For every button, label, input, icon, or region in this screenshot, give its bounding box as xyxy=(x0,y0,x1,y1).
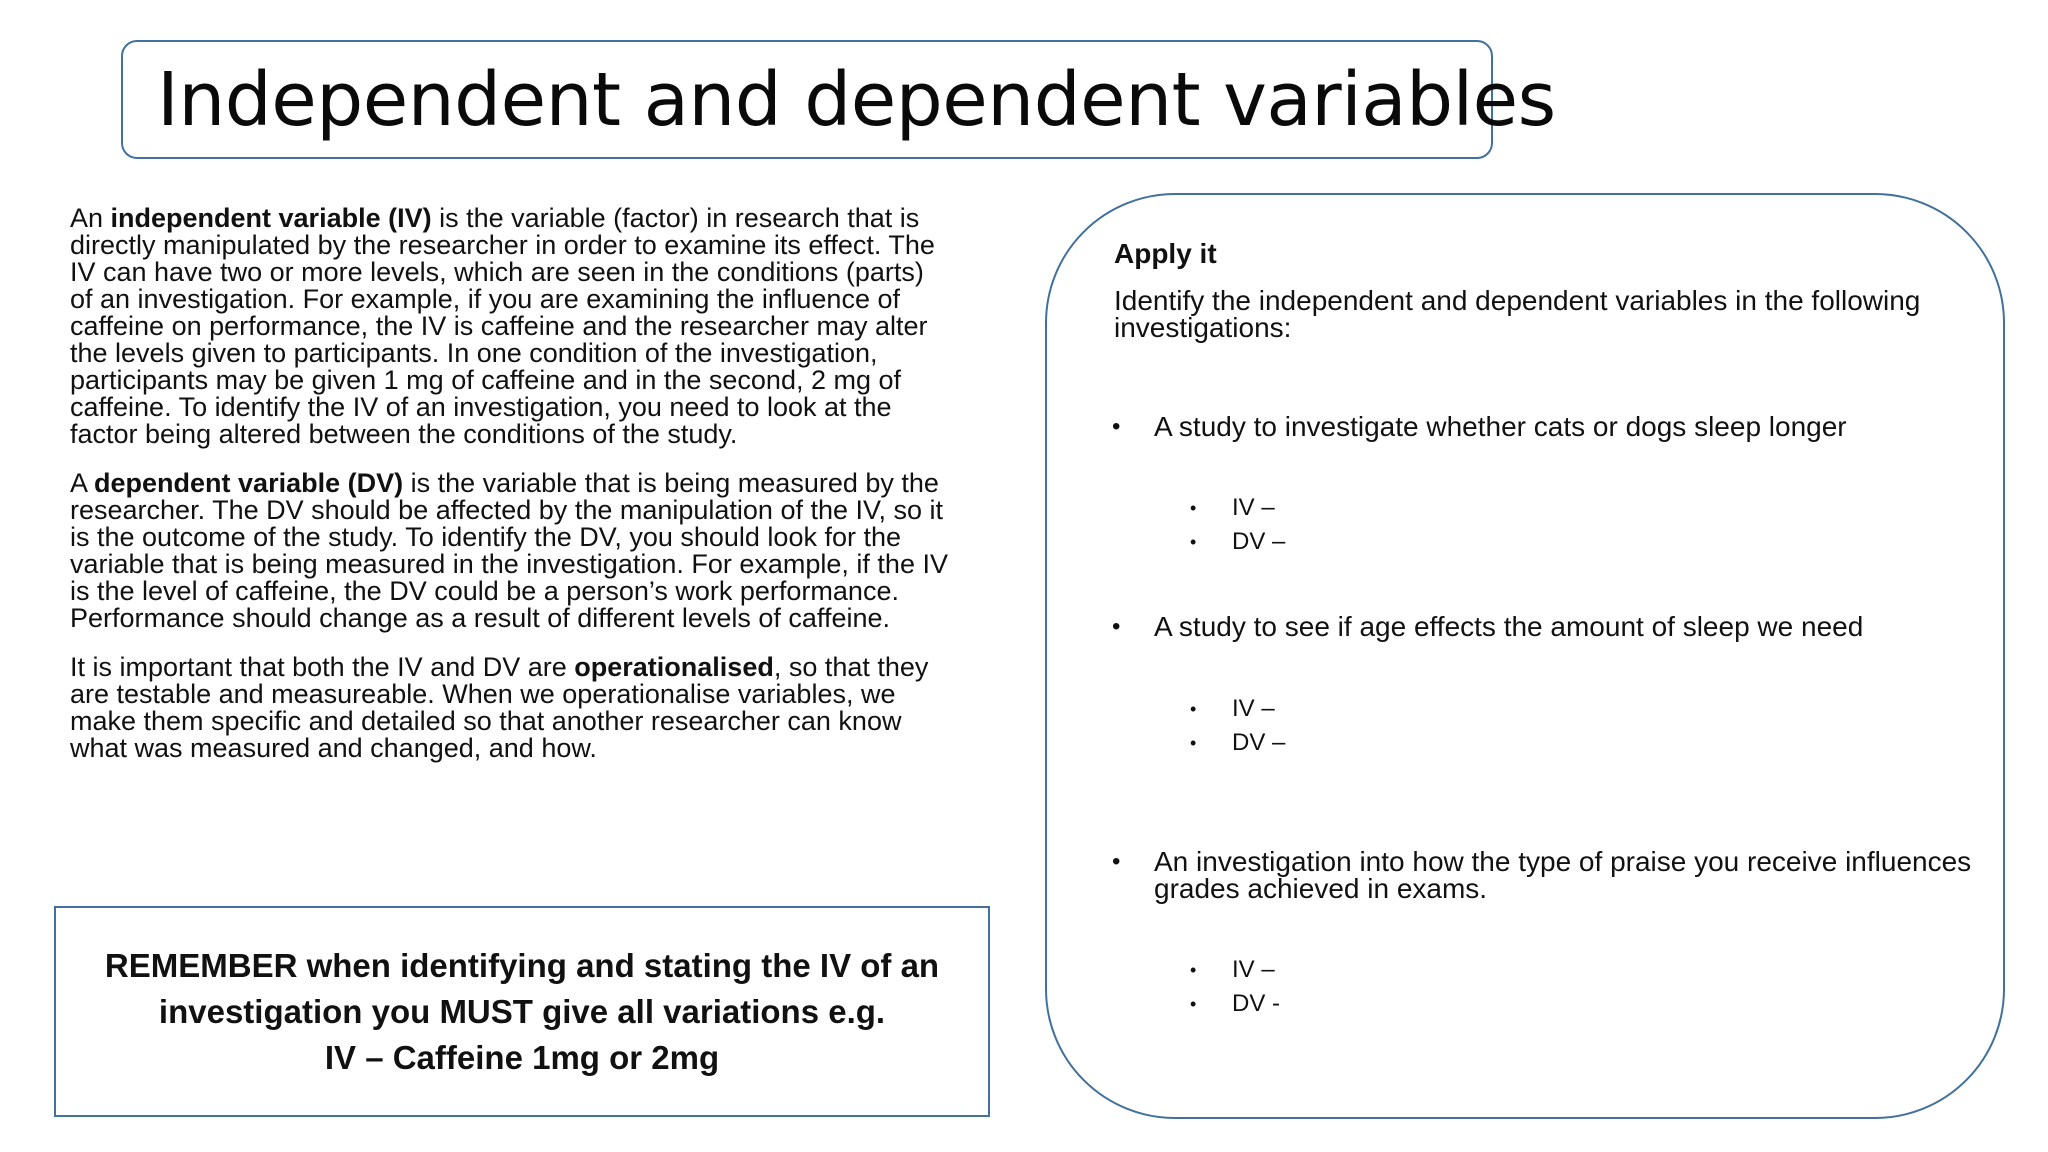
slide-title: Independent and dependent variables xyxy=(157,56,1556,143)
bullet-icon: • xyxy=(1190,994,1197,1014)
remember-box xyxy=(54,906,990,1117)
iv-answer-line xyxy=(1190,692,1285,726)
study-answers xyxy=(1190,953,1280,1021)
iv-label: IV – xyxy=(1232,695,1275,722)
dv-term: dependent variable (DV) xyxy=(94,468,404,498)
iv-label: IV – xyxy=(1232,956,1275,983)
title-box xyxy=(121,40,1556,159)
dv-answer-line xyxy=(1190,987,1280,1021)
dv-paragraph: A dependent variable (DV) is the variable that is being measured by the researcher. The DV should be affected by the manipulation of the IV, so it is the outcome of the study. To identify the DV, you should look for the variable that is being measured in the investigation. For example, if the IV is the level of caffeine, the DV could be a person’s work performance. Performance should change as a result of different levels of caffeine. xyxy=(70,468,948,633)
bullet-icon: • xyxy=(1190,498,1197,518)
dv-answer-line xyxy=(1190,525,1285,559)
apply-it-heading: Apply it xyxy=(1114,238,1217,269)
study-text: A study to see if age effects the amount of sleep we need xyxy=(1154,611,1864,642)
iv-answer-line xyxy=(1190,953,1280,987)
study-text: A study to investigate whether cats or dogs sleep longer xyxy=(1154,411,1847,442)
dv-label: DV – xyxy=(1232,528,1286,555)
bullet-icon: • xyxy=(1112,413,1121,440)
dv-answer-line xyxy=(1190,726,1285,760)
bullet-icon: • xyxy=(1190,699,1197,719)
study-answers xyxy=(1190,491,1285,559)
study-item xyxy=(1112,413,1972,440)
bullet-icon: • xyxy=(1112,613,1121,640)
remember-line-1: REMEMBER when identifying and stating the IV of an xyxy=(104,946,940,984)
bullet-icon: • xyxy=(1190,960,1197,980)
apply-it-intro: Identify the independent and dependent variables in the following investigations: xyxy=(1114,285,1921,343)
study-answers xyxy=(1190,692,1285,760)
dv-label: DV - xyxy=(1232,990,1280,1017)
dv-label: DV – xyxy=(1232,729,1286,756)
remember-line-3: IV – Caffeine 1mg or 2mg xyxy=(324,1038,720,1076)
operationalised-term: operationalised xyxy=(574,652,774,682)
bullet-icon: • xyxy=(1190,532,1197,552)
remember-line-2: investigation you MUST give all variations e.g. xyxy=(158,992,886,1030)
bullet-icon: • xyxy=(1190,733,1197,753)
study-item xyxy=(1112,613,1972,640)
bullet-icon: • xyxy=(1112,848,1121,875)
explanation-text xyxy=(70,205,950,784)
iv-answer-line xyxy=(1190,491,1285,525)
iv-paragraph: An independent variable (IV) is the variable (factor) in research that is directly manipulated by the researcher in order to examine its effect. The IV can have two or more levels, which are seen in the conditions (parts) of an investigation. For example, if you are examining the influence of caffeine on performance, the IV is caffeine and the researcher may alter the levels given to participants. In one condition of the investigation, participants may be given 1 mg of caffeine and in the second, 2 mg of caffeine. To identify the IV of an investigation, you need to look at the factor being altered between the conditions of the study. xyxy=(70,203,935,449)
study-item xyxy=(1112,848,1972,902)
study-text: An investigation into how the type of praise you receive influences grades achieved in exams. xyxy=(1154,846,1972,904)
iv-label: IV – xyxy=(1232,494,1275,521)
operationalise-paragraph: It is important that both the IV and DV are operationalised, so that they are testable and measureable. When we operationalise variables, we make them specific and detailed so that another researcher can know what was measured and changed, and how. xyxy=(70,652,929,763)
iv-term: independent variable (IV) xyxy=(110,203,432,233)
